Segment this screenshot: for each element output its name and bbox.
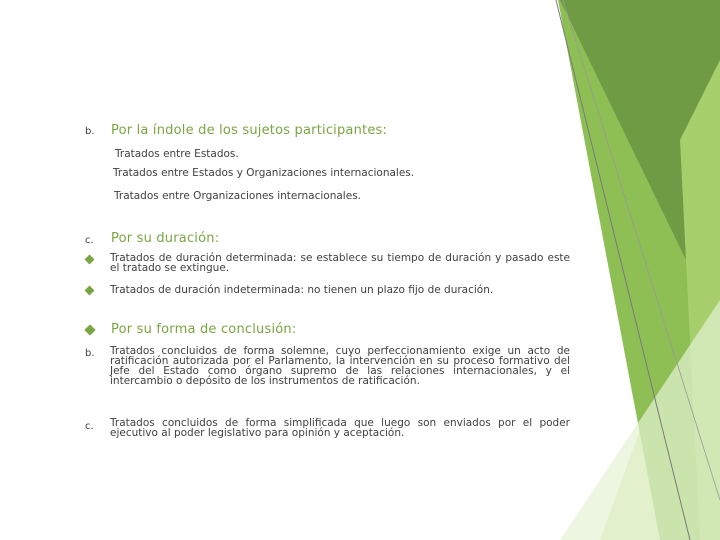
forma-item-marker: b. (85, 348, 95, 359)
section-c-item: Tratados de duración indeterminada: no tienen un plazo fijo de duración. (110, 284, 494, 296)
section-b-item: Tratados entre Estados y Organizaciones internacionales. (113, 167, 415, 179)
section-c-heading: Por su duración: (111, 231, 220, 246)
section-b-item: Tratados entre Estados. (115, 148, 239, 160)
section-b-heading: Por la índole de los sujetos participantes: (111, 123, 388, 138)
section-c-item: Tratados de duración determinada: se establece su tiempo de duración y pasado este el tratado se extingue. (110, 252, 570, 274)
forma-item-text: Tratados concluidos de forma simplificada que luego son enviados por el poder ejecutivo al poder legislativo para opinión y aceptación. (110, 417, 570, 439)
section-c-marker: c. (85, 235, 94, 246)
forma-item-text: Tratados concluidos de forma solemne, cuyo perfeccionamiento exige un acto de ratificación autorizada por el Parlamento, la intervención en su proceso formativo del Jefe del Estado como órgano supremo de las relaciones internacionales, y el intercambio o depósito de los instrumentos de ratificación. (110, 345, 570, 387)
forma-item-marker: c. (85, 421, 94, 432)
section-b-marker: b. (85, 126, 95, 137)
section-b-item: Tratados entre Organizaciones internacionales. (114, 190, 361, 202)
section-forma-heading: Por su forma de conclusión: (111, 322, 297, 337)
